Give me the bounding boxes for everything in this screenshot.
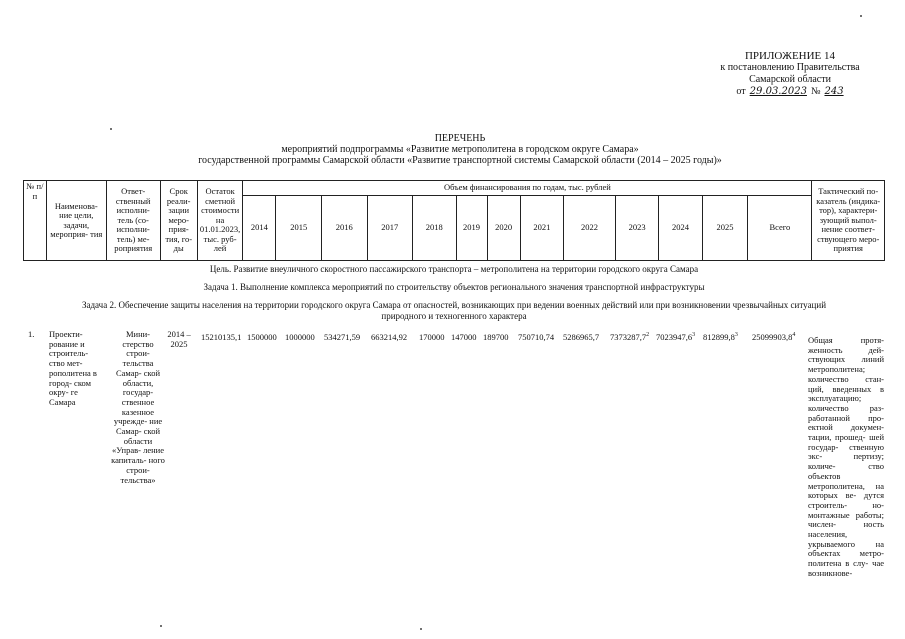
header-indicator: Тактический по- казатель (индика- тор), характери- зующий выпол- нение соответ- ствующего меро- приятия — [812, 181, 885, 261]
header-term: Срок реали- зации меро- прия- тия, го- ды — [160, 181, 197, 261]
row-2024: 7023947,6$^3$ — [656, 332, 696, 342]
task1-row: Задача 1. Выполнение комплекса мероприятий по строительству объектов регионального значения транспортной инфраструктуры — [203, 282, 705, 292]
annex-line2: Самарской области — [749, 74, 831, 85]
heading-line1: мероприятий подпрограммы «Развитие метрополитена в городском округе Самара» — [281, 144, 639, 155]
task2-line2: природного и техногенного характера — [381, 311, 527, 321]
row-2019: 147000 — [451, 332, 477, 342]
goal-row: Цель. Развитие внеуличного скоростного пассажирского транспорта – метрополитена на территории городского округа Самара — [209, 264, 699, 274]
row-2017: 663214,92 — [371, 332, 408, 342]
header-name: Наименова- ние цели, задачи, мероприя- тия — [46, 181, 106, 261]
scan-speck — [160, 625, 162, 627]
row-total-value: 25099903,8 — [752, 332, 793, 342]
heading-title: ПЕРЕЧЕНЬ — [434, 133, 486, 144]
header-year: 2019 — [456, 196, 487, 261]
header-year: 2025 — [702, 196, 748, 261]
header-year: 2023 — [615, 196, 658, 261]
row-2015: 1000000 — [285, 332, 315, 342]
row-2025-value: 812899,8 — [703, 332, 735, 342]
row-2025: 812899,8$^3$ — [703, 332, 738, 342]
funding-table-header — [23, 180, 885, 261]
header-year: 2022 — [564, 196, 616, 261]
handwritten-date: 29.03.2023 — [749, 86, 807, 97]
row-2023: 7373287,7$^2$ — [610, 332, 650, 342]
header-year: 2015 — [276, 196, 322, 261]
row-2024-value: 7023947,6 — [656, 332, 693, 342]
header-executor: Ответ- ственный исполни- тель (со- исполни- тель) ме- роприятия — [106, 181, 160, 261]
handwritten-number: 243 — [824, 86, 844, 97]
number-prefix: № — [810, 86, 821, 97]
task2-line1: Задача 2. Обеспечение защиты населения на территории городского округа Самара от опасностей, возникающих при ведении военных действий или при возникновении чрезвычайных ситуаций — [81, 300, 827, 310]
header-funding: Объем финансирования по годам, тыс. рублей — [243, 181, 812, 196]
header-year: 2021 — [520, 196, 563, 261]
header-year: 2018 — [413, 196, 456, 261]
row-total: 25099903,8$^4$ — [752, 332, 796, 342]
row-2018: 170000 — [419, 332, 445, 342]
row-2023-value: 7373287,7 — [610, 332, 647, 342]
annex-line1: к постановлению Правительства — [720, 62, 860, 73]
header-num: № п/п — [24, 181, 47, 261]
header-year: 2014 — [243, 196, 276, 261]
row-term: 2014 – 2025 — [167, 329, 191, 349]
row-2020: 189700 — [483, 332, 509, 342]
row-indicator: Общая протя- женность дей- ствующих линий метрополитена; количество стан- ций, введенных в эксплуатацию; количество раз- работанной про- ектной докумен- тации, прошед- шей государ- ственную экс- пертизу; количе- ство объектов метрополитена, на которых ве- дутся строитель- но-монтажные работы; числен- ность населения, укрываемого на объектах метро- политена в слу- чае возникнове- — [808, 335, 884, 578]
date-prefix: от — [736, 86, 746, 97]
annex-title: ПРИЛОЖЕНИЕ 14 — [744, 50, 836, 62]
row-2021: 750710,74 — [518, 332, 555, 342]
header-total: Всего — [748, 196, 812, 261]
scan-speck — [420, 628, 422, 630]
row-2022: 5286965,7 — [563, 332, 600, 342]
header-year: 2020 — [487, 196, 520, 261]
header-balance: Остаток сметной стоимости на 01.01.2023, тыс. руб- лей — [197, 181, 243, 261]
task2-row — [23, 300, 885, 322]
annex-dateline — [700, 86, 880, 98]
row-2014: 1500000 — [247, 332, 277, 342]
document-heading — [150, 133, 770, 166]
scan-speck — [860, 15, 862, 17]
header-year: 2024 — [659, 196, 702, 261]
table-row — [23, 330, 885, 639]
header-year: 2017 — [367, 196, 413, 261]
row-2016: 534271,59 — [324, 332, 361, 342]
heading-line2: государственной программы Самарской области «Развитие транспортной системы Самарской области (2014 – 2025 годы)» — [198, 155, 722, 166]
scan-speck — [110, 128, 112, 130]
header-year: 2016 — [322, 196, 368, 261]
row-num: 1. — [28, 329, 35, 339]
row-executor: Мини- стерство строи- тельства Самар- ской области, государ- ственное казенное учрежде- ние Самар- ской области «Управ- ление капиталь- ного строи- тельства» — [111, 329, 165, 485]
row-balance: 15210135,1 — [201, 332, 242, 342]
row-name: Проекти- рование и строитель- ство мет- рополитена в город- ском окру- ге Самара — [49, 329, 97, 407]
annex-block — [700, 50, 880, 98]
